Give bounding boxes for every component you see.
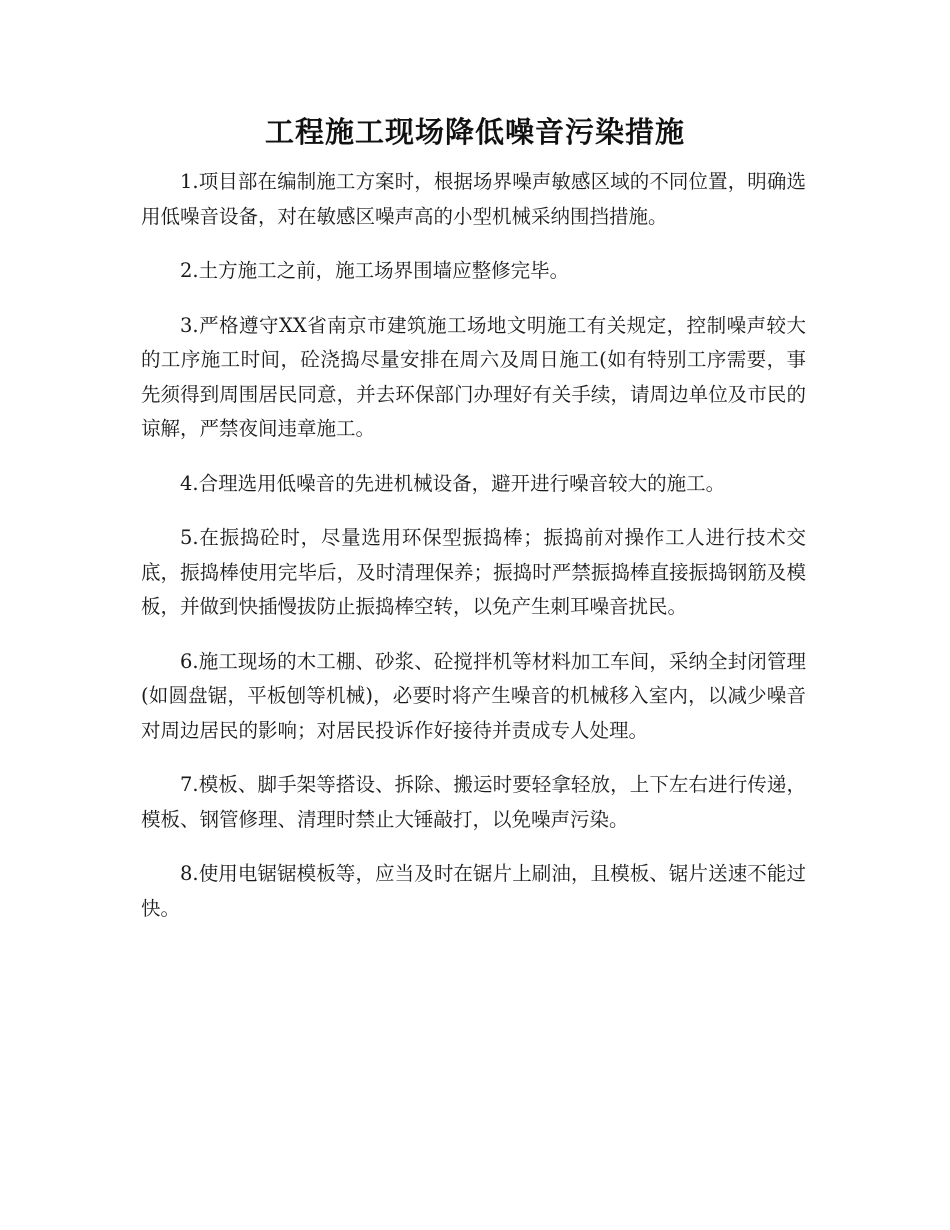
document-body (141, 165, 806, 946)
paragraph-2: 2.土方施工之前，施工场界围墙应整修完毕。 (180, 259, 570, 282)
paragraph-3: 3.严格遵守XX省南京市建筑施工场地文明施工有关规定，控制噪声较大的工序施工时间，砼浇捣尽量安排在周六及周日施工(如有特别工序需要，事先须得到周围居民同意，并去环保部门办理好有关手续，请周边单位及市民的谅解，严禁夜间违章施工。 (141, 313, 806, 440)
document-title: 工程施工现场降低噪音污染措施 (264, 115, 685, 149)
paragraph-6: 6.施工现场的木工棚、砂浆、砼搅拌机等材料加工车间，采纳全封闭管理(如圆盘锯，平板刨等机械)，必要时将产生噪音的机械移入室内，以减少噪音对周边居民的影响；对居民投诉作好接待并责成专人处理。 (141, 649, 806, 742)
paragraph-8: 8.使用电锯锯模板等，应当及时在锯片上刷油，且模板、锯片送速不能过快。 (141, 862, 806, 920)
paragraph-4: 4.合理选用低噪音的先进机械设备，避开进行噪音较大的施工。 (180, 471, 726, 495)
paragraph-1: 1.项目部在编制施工方案时，根据场界噪声敏感区域的不同位置，明确选用低噪音设备，对在敏感区噪声高的小型机械采纳围挡措施。 (141, 170, 806, 228)
paragraph-7: 7.模板、脚手架等搭设、拆除、搬运时要轻拿轻放，上下左右进行传递，模板、钢管修理、清理时禁止大锤敲打，以免噪声污染。 (141, 773, 806, 831)
paragraph-5: 5.在振捣砼时，尽量选用环保型振捣棒；振捣前对操作工人进行技术交底，振捣棒使用完毕后，及时清理保养；振捣时严禁振捣棒直接振捣钢筋及模板，并做到快插慢拔防止振捣棒空转，以免产生刺耳噪音扰民。 (141, 526, 806, 618)
